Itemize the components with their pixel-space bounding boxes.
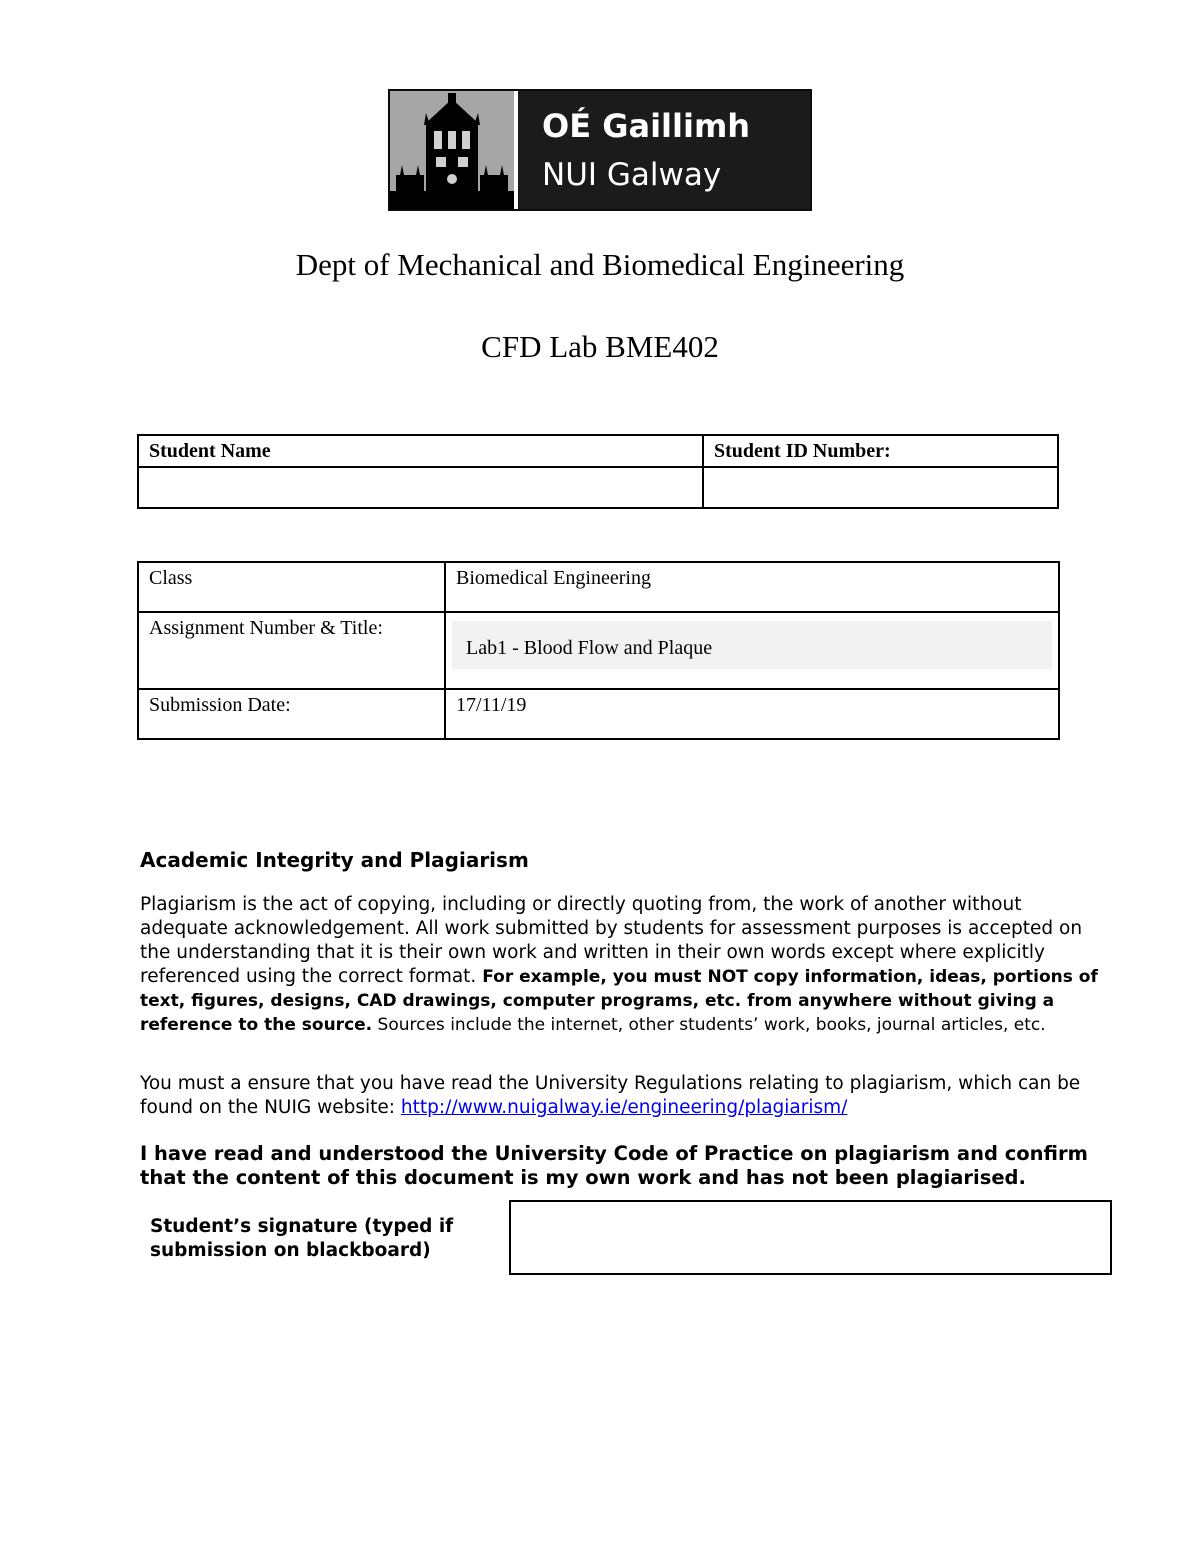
logo-english-name: NUI Galway (542, 157, 722, 193)
department-title: Dept of Mechanical and Biomedical Engineering (295, 247, 905, 282)
class-label: Class (138, 562, 445, 612)
plagiarism-definition: Plagiarism is the act of copying, including or directly quoting from, the work of another without adequate acknowledgement. All work submitted by students for assessment purposes is accepted on the understanding that it is their own work and written in their own words except where explicitly referenced using the correct format. (140, 894, 1083, 987)
assignment-cell (445, 612, 1059, 689)
student-details-table (137, 434, 1059, 509)
assignment-info-table (137, 561, 1060, 740)
regulations-text: You must a ensure that you have read the University Regulations relating to plagiarism, which can be found on the NUIG website: (140, 1073, 1081, 1118)
plagiarism-warning: For example, you must NOT copy information, ideas, portions of text, figures, designs, CAD drawings, computer programs, etc. from anywhere without giving a reference to the source. (140, 967, 1098, 1035)
course-title: CFD Lab BME402 (481, 329, 719, 364)
assignment-value: Lab1 - Blood Flow and Plaque (466, 637, 713, 659)
quadrangle-tower-icon (390, 91, 514, 209)
signature-label: Student’s signature (typed if submission on blackboard) (150, 1216, 454, 1261)
logo-divider (514, 91, 518, 209)
signature-field[interactable] (509, 1200, 1112, 1275)
submission-date-label: Submission Date: (138, 689, 445, 739)
assignment-label: Assignment Number & Title: (138, 612, 445, 689)
plagiarism-sources: Sources include the internet, other students’ work, books, journal articles, etc. (377, 1015, 1046, 1035)
university-logo (388, 89, 812, 211)
plagiarism-link[interactable]: http://www.nuigalway.ie/engineering/plagiarism/ (400, 1097, 848, 1118)
regulations-paragraph (140, 1072, 1100, 1120)
integrity-heading: Academic Integrity and Plagiarism (140, 848, 529, 872)
submission-date-value: 17/11/19 (445, 689, 1059, 739)
student-name-label: Student Name (138, 435, 703, 467)
class-value: Biomedical Engineering (445, 562, 1059, 612)
student-id-field[interactable] (703, 467, 1058, 508)
logo-irish-name: OÉ Gaillimh (542, 107, 751, 145)
declaration-statement: I have read and understood the University Code of Practice on plagiarism and confirm that the content of this document is my own work and has not been plagiarised. (140, 1142, 1088, 1189)
student-name-field[interactable] (138, 467, 703, 508)
student-id-label: Student ID Number: (703, 435, 1058, 467)
plagiarism-paragraph (140, 893, 1100, 1037)
